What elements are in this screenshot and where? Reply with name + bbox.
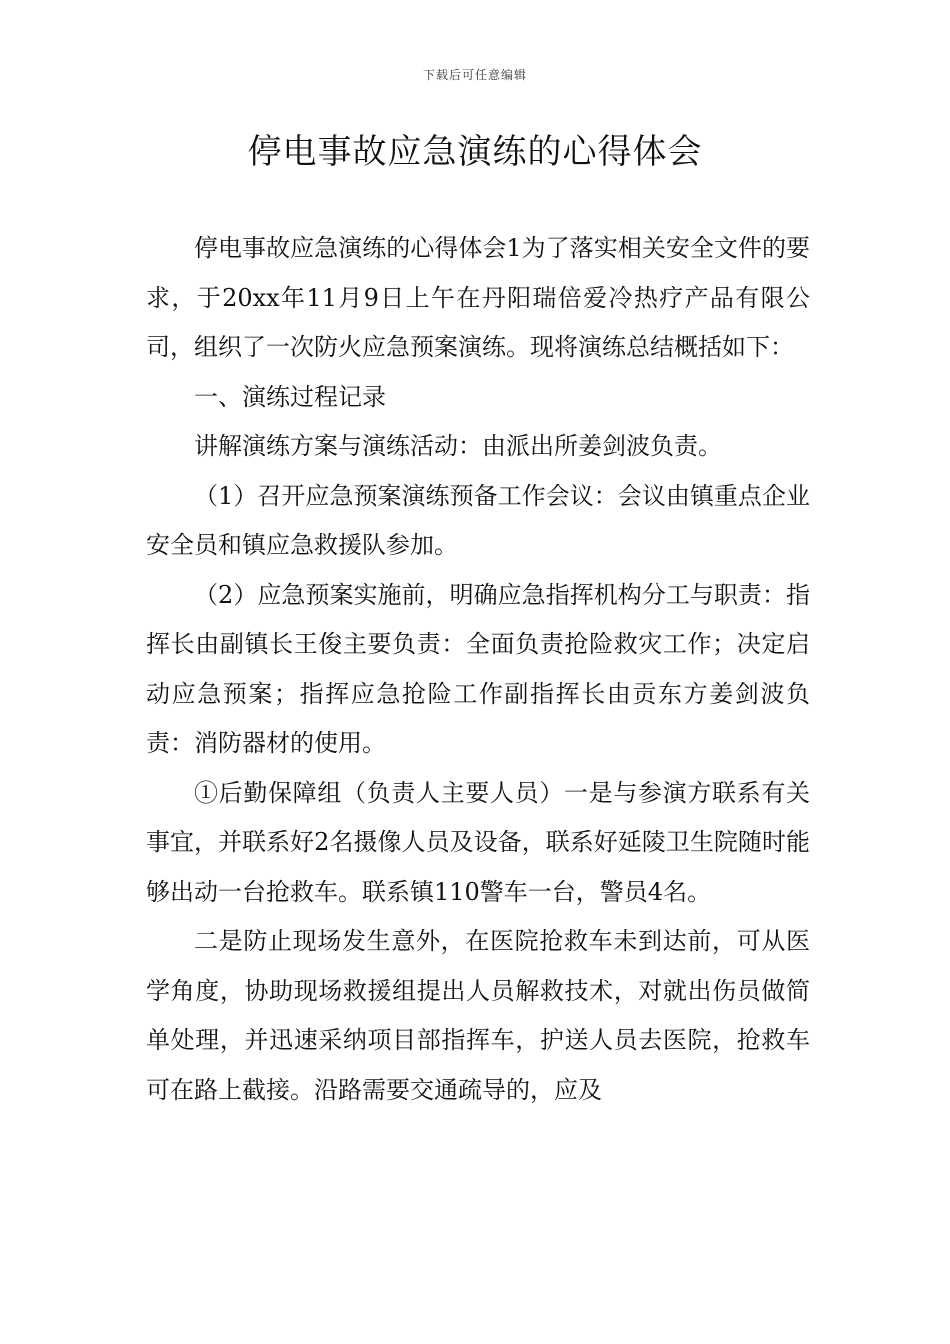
paragraph-briefing: 讲解演练方案与演练活动：由派出所姜剑波负责。 bbox=[194, 432, 722, 460]
paragraph-item-2: （2）应急预案实施前，明确应急指挥机构分工与职责：指挥长由副镇长王俊主要负责：全面负责抢险救灾工作；决定启动应急预案；指挥应急抢险工作副指挥长由贡东方姜剑波负责：消防器材的使用。 bbox=[146, 580, 810, 757]
header-note: 下载后可任意编辑 bbox=[422, 68, 527, 82]
paragraph-logistics: ①后勤保障组（负责人主要人员）一是与参演方联系有关事宜，并联系好2名摄像人员及设备，联系好延陵卫生院随时能够出动一台抢救车。联系镇110警车一台，警员4名。 bbox=[146, 778, 810, 906]
section-heading-process: 一、演练过程记录 bbox=[194, 382, 386, 411]
document-title: 停电事故应急演练的心得体会 bbox=[247, 132, 703, 172]
paragraph-intro: 停电事故应急演练的心得体会1为了落实相关安全文件的要求，于20xx年11月9日上午在丹阳瑞倍爱冷热疗产品有限公司，组织了一次防火应急预案演练。现将演练总结概括如下： bbox=[146, 234, 810, 361]
paragraph-item-1: （1）召开应急预案演练预备工作会议：会议由镇重点企业安全员和镇应急救援队参加。 bbox=[146, 481, 810, 559]
paragraph-second: 二是防止现场发生意外，在医院抢救车未到达前，可从医学角度，协助现场救援组提出人员解救技术，对就出伤员做简单处理，并迅速采纳项目部指挥车，护送人员去医院，抢救车可在路上截接。沿路需要交通疏导的，应及 bbox=[146, 927, 810, 1104]
document-body bbox=[146, 224, 810, 1115]
